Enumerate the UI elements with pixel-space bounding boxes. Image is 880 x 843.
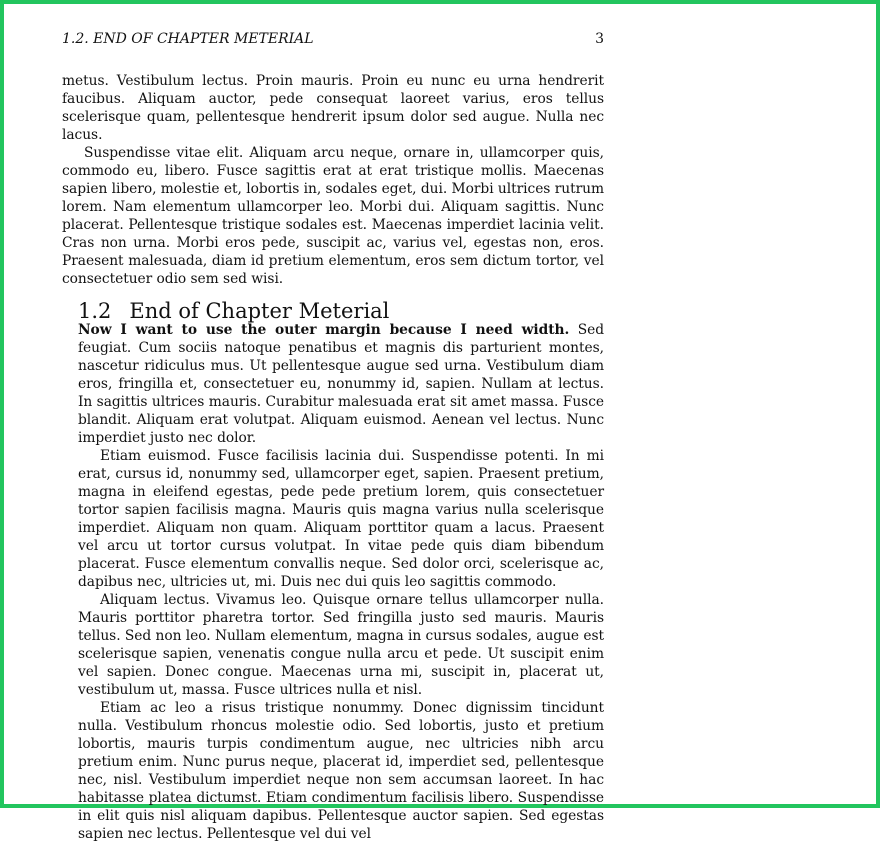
paragraph: Etiam euismod. Fusce facilisis lacinia dui. Suspendisse potenti. In mi erat, cursus id, nonummy sed, ullamcorper eget, sapien. Praesent pretium, magna in eleifend egestas, pede pede pretium lorem, quis consectetuer tortor sapien facilisis magna. Mauris quis magna varius nulla scelerisque imperdiet. Aliquam non quam. Aliquam porttitor quam a lacus. Praesent vel arcu ut tortor cursus volutpat. In vitae pede quis diam bibendum placerat. Fusce elementum convallis neque. Sed dolor orci, scelerisque ac, dapibus nec, ultricies ut, mi. Duis nec dui quis leo sagittis commodo. [78,448,604,590]
section-number: 1.2 [78,299,112,324]
lead-sentence: Now I want to use the outer margin because I need width. [78,322,570,338]
paragraph: Etiam ac leo a risus tristique nonummy. Donec dignissim tincidunt nulla. Vestibulum rhoncus molestie odio. Sed lobortis, justo et pretium lobortis, mauris turpis condimentum augue, nec ultricies nibh arcu pretium enim. Nunc purus neque, placerat id, imperdiet sed, pellentesque nec, nisl. Vestibulum imperdiet neque non sem accumsan laoreet. In hac habitasse platea dictumst. Etiam condimentum facilisis libero. Suspendisse in elit quis nisl aliquam dapibus. Pellentesque auctor sapien. Sed egestas sapien nec lectus. Pellentesque vel dui vel [78,700,604,842]
paragraph-lead-rest: Sed feugiat. Cum sociis natoque penatibus et magnis dis parturient montes, nascetur ridiculus mus. Ut pellentesque augue sed urna. Vestibulum diam eros, fringilla et, consectetuer eu, nonummy id, sapien. Nullam at lectus. In sagittis ultrices mauris. Curabitur malesuada erat sit amet massa. Fusce blandit. Aliquam erat volutpat. Aliquam euismod. Aenean vel lectus. Nunc imperdiet justo nec dolor. [78,322,604,446]
page-number: 3 [595,31,604,47]
body-text-top [62,72,604,288]
running-title: 1.2. END OF CHAPTER METERIAL [62,31,314,47]
body-text-section [78,321,604,843]
paragraph: Aliquam lectus. Vivamus leo. Quisque ornare tellus ullamcorper nulla. Mauris porttitor pharetra tortor. Sed fringilla justo sed mauris. Mauris tellus. Sed non leo. Nullam elementum, magna in cursus sodales, augue est scelerisque sapien, venenatis congue nulla arcu et pede. Ut suscipit enim vel sapien. Donec congue. Maecenas urna mi, suscipit in, placerat ut, vestibulum ut, massa. Fusce ultrices nulla et nisl. [78,592,604,698]
section-title: End of Chapter Meterial [129,299,390,324]
running-header [62,30,604,48]
paragraph: Suspendisse vitae elit. Aliquam arcu neque, ornare in, ullamcorper quis, commodo eu, libero. Fusce sagittis erat at erat tristique mollis. Maecenas sapien libero, molestie et, lobortis in, sodales eget, dui. Morbi ultrices rutrum lorem. Nam elementum ullamcorper leo. Morbi dui. Aliquam sagittis. Nunc placerat. Pellentesque tristique sodales est. Maecenas imperdiet lacinia velit. Cras non urna. Morbi eros pede, suscipit ac, varius vel, egestas non, eros. Praesent malesuada, diam id pretium elementum, eros sem dictum tortor, vel consectetuer odio sem sed wisi. [62,145,604,287]
paragraph-continued: metus. Vestibulum lectus. Proin mauris. Proin eu nunc eu urna hendrerit faucibus. Aliquam auctor, pede consequat laoreet varius, eros tellus scelerisque quam, pellentesque hendrerit ipsum dolor sed augue. Nulla nec lacus. [62,73,604,143]
paragraph-lead [78,321,604,447]
